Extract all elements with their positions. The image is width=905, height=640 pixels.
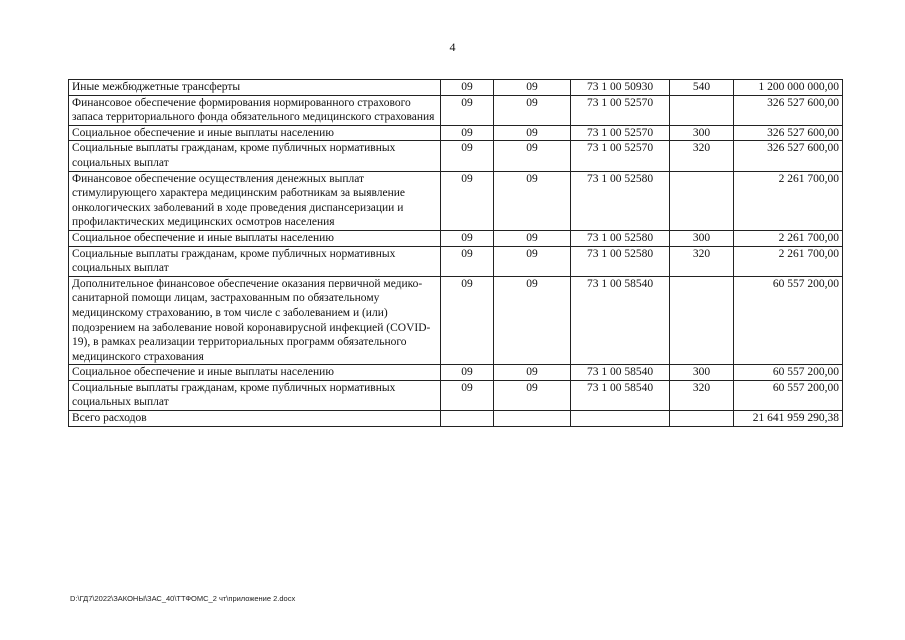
expense-type-cell: 540 (670, 80, 734, 96)
section-code-cell: 09 (441, 125, 494, 141)
table-row (69, 95, 843, 125)
subsection-code-cell: 09 (494, 171, 571, 230)
amount-cell: 326 527 600,00 (734, 125, 843, 141)
target-article-cell: 73 1 00 52580 (571, 246, 670, 276)
total-row (69, 411, 843, 427)
budget-expenses-table (68, 79, 843, 427)
expense-type-cell (670, 411, 734, 427)
target-article-cell: 73 1 00 52570 (571, 95, 670, 125)
target-article-cell: 73 1 00 52580 (571, 171, 670, 230)
subsection-code-cell (494, 411, 571, 427)
expense-type-cell: 300 (670, 365, 734, 381)
expense-type-cell (670, 171, 734, 230)
section-code-cell: 09 (441, 95, 494, 125)
document-file-path: D:\ГД7\2022\ЗАКОНЫ\ЗАС_40\ТТФОМС_2 чт\приложение 2.docx (70, 594, 296, 603)
expense-type-cell: 320 (670, 246, 734, 276)
amount-cell: 326 527 600,00 (734, 95, 843, 125)
section-code-cell: 09 (441, 230, 494, 246)
row-name-cell: Социальные выплаты гражданам, кроме публичных нормативных социальных выплат (69, 380, 441, 410)
section-code-cell: 09 (441, 171, 494, 230)
section-code-cell: 09 (441, 141, 494, 171)
subsection-code-cell: 09 (494, 276, 571, 365)
table-row (69, 80, 843, 96)
section-code-cell: 09 (441, 246, 494, 276)
row-name-cell: Финансовое обеспечение осуществления денежных выплат стимулирующего характера медицинским работникам за выявление онкологических заболеваний в ходе проведения диспансеризации и профилактических медицинских осмотров населения (69, 171, 441, 230)
subsection-code-cell: 09 (494, 365, 571, 381)
expense-type-cell (670, 95, 734, 125)
row-name-cell: Социальное обеспечение и иные выплаты населению (69, 125, 441, 141)
target-article-cell (571, 411, 670, 427)
subsection-code-cell: 09 (494, 246, 571, 276)
expense-type-cell: 300 (670, 230, 734, 246)
table-row (69, 365, 843, 381)
table-row (69, 246, 843, 276)
target-article-cell: 73 1 00 52570 (571, 125, 670, 141)
subsection-code-cell: 09 (494, 80, 571, 96)
row-name-cell: Иные межбюджетные трансферты (69, 80, 441, 96)
target-article-cell: 73 1 00 58540 (571, 365, 670, 381)
amount-cell: 2 261 700,00 (734, 246, 843, 276)
section-code-cell (441, 411, 494, 427)
target-article-cell: 73 1 00 58540 (571, 276, 670, 365)
subsection-code-cell: 09 (494, 141, 571, 171)
row-name-cell: Социальное обеспечение и иные выплаты населению (69, 365, 441, 381)
target-article-cell: 73 1 00 52570 (571, 141, 670, 171)
page-number: 4 (449, 40, 456, 54)
subsection-code-cell: 09 (494, 95, 571, 125)
table-row (69, 171, 843, 230)
subsection-code-cell: 09 (494, 125, 571, 141)
table-row (69, 141, 843, 171)
expense-type-cell (670, 276, 734, 365)
table-row (69, 380, 843, 410)
target-article-cell: 73 1 00 52580 (571, 230, 670, 246)
subsection-code-cell: 09 (494, 230, 571, 246)
target-article-cell: 73 1 00 58540 (571, 380, 670, 410)
total-label-cell: Всего расходов (69, 411, 441, 427)
expense-type-cell: 300 (670, 125, 734, 141)
amount-cell: 60 557 200,00 (734, 365, 843, 381)
subsection-code-cell: 09 (494, 380, 571, 410)
table-row (69, 125, 843, 141)
amount-cell: 2 261 700,00 (734, 230, 843, 246)
amount-cell: 2 261 700,00 (734, 171, 843, 230)
expense-type-cell: 320 (670, 141, 734, 171)
row-name-cell: Дополнительное финансовое обеспечение оказания первичной медико-санитарной помощи лицам, застрахованным по обязательному медицинскому страхованию, в том числе с заболеванием и (или) подозрением на заболевание новой коронавирусной инфекцией (COVID-19), в рамках реализации территориальных программ обязательного медицинского страхования (69, 276, 441, 365)
section-code-cell: 09 (441, 380, 494, 410)
total-amount-cell: 21 641 959 290,38 (734, 411, 843, 427)
row-name-cell: Социальное обеспечение и иные выплаты населению (69, 230, 441, 246)
row-name-cell: Социальные выплаты гражданам, кроме публичных нормативных социальных выплат (69, 246, 441, 276)
section-code-cell: 09 (441, 365, 494, 381)
section-code-cell: 09 (441, 276, 494, 365)
section-code-cell: 09 (441, 80, 494, 96)
expense-type-cell: 320 (670, 380, 734, 410)
table-row (69, 230, 843, 246)
row-name-cell: Финансовое обеспечение формирования нормированного страхового запаса территориального фонда обязательного медицинского страхования (69, 95, 441, 125)
amount-cell: 326 527 600,00 (734, 141, 843, 171)
amount-cell: 60 557 200,00 (734, 276, 843, 365)
table-row (69, 276, 843, 365)
amount-cell: 60 557 200,00 (734, 380, 843, 410)
target-article-cell: 73 1 00 50930 (571, 80, 670, 96)
amount-cell: 1 200 000 000,00 (734, 80, 843, 96)
row-name-cell: Социальные выплаты гражданам, кроме публичных нормативных социальных выплат (69, 141, 441, 171)
